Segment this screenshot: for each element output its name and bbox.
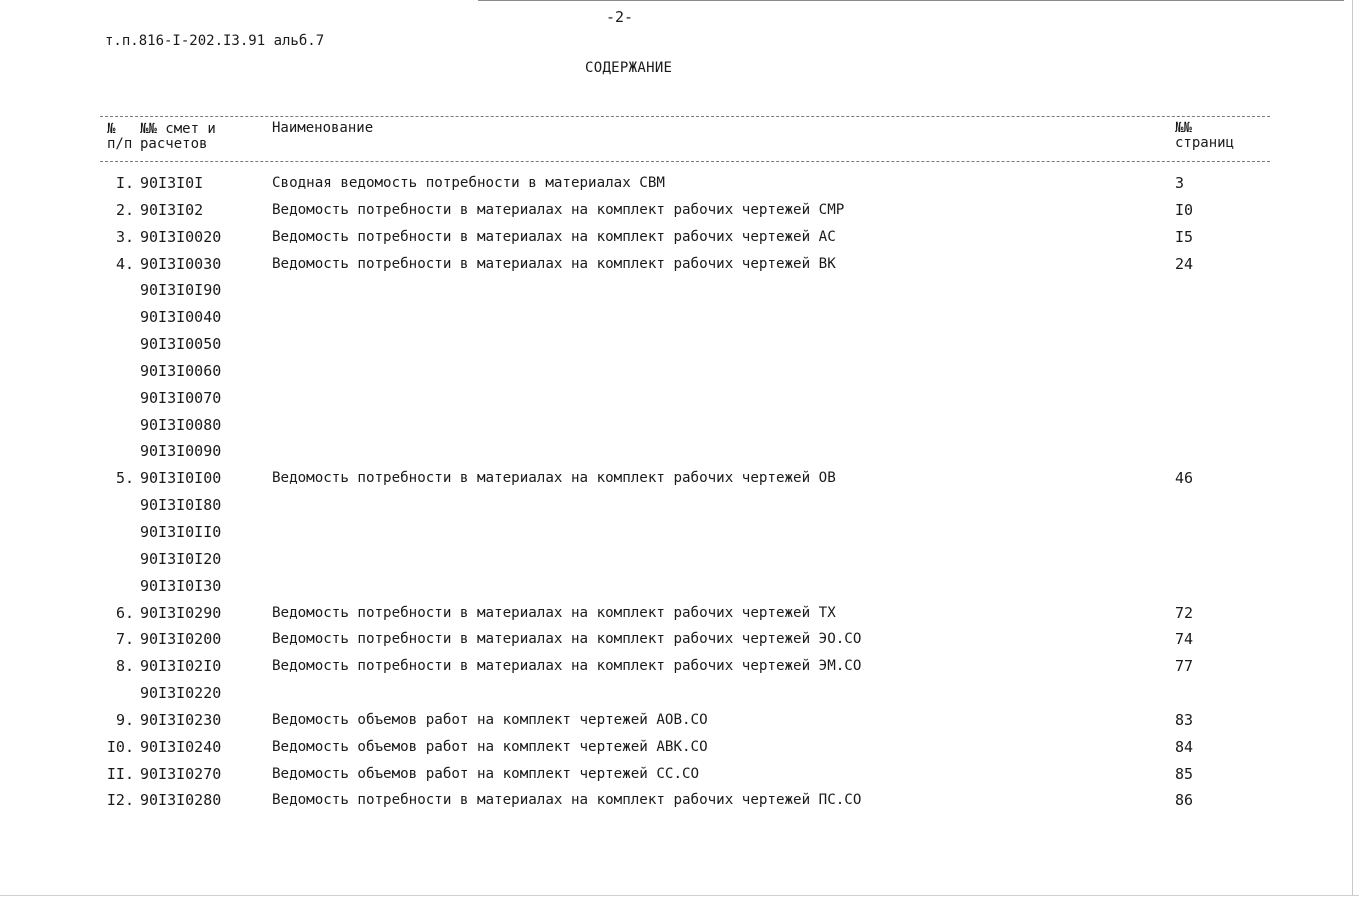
row-page: 77 <box>1175 657 1194 676</box>
row-estimate-code: 90I3I0270 <box>140 764 222 783</box>
row-page: 24 <box>1175 254 1194 273</box>
row-estimate-code: 90I3I0I30 <box>140 576 222 595</box>
row-name: Ведомость объемов работ на комплект чертежей АВК.СО <box>272 738 708 755</box>
page-bottom-border <box>0 895 1359 896</box>
table-row <box>0 653 1359 680</box>
row-estimate-code: 90I3I0060 <box>140 361 222 380</box>
row-estimate-code: 90I3I0I <box>140 174 204 192</box>
row-page: 74 <box>1175 630 1194 649</box>
row-estimate-code: 90I3I0I90 <box>140 281 222 300</box>
page-number: -2- <box>606 8 634 26</box>
row-estimate-code: 90I3I0080 <box>140 415 222 434</box>
row-name: Ведомость потребности в материалах на комплект рабочих чертежей ЭМ.СО <box>272 658 862 675</box>
table-row <box>0 707 1359 734</box>
row-name: Сводная ведомость потребности в материалах СВМ <box>272 175 665 191</box>
row-number: I. <box>115 174 134 192</box>
row-estimate-code: 90I3I0240 <box>140 737 222 756</box>
row-name: Ведомость объемов работ на комплект чертежей СС.СО <box>272 765 700 782</box>
row-number: 6. <box>115 603 134 622</box>
table-header-top-rule <box>100 116 1270 117</box>
table-row <box>0 331 1359 358</box>
row-name: Ведомость потребности в материалах на комплект рабочих чертежей СМР <box>272 201 845 218</box>
table-row <box>0 385 1359 412</box>
row-estimate-code: 90I3I0050 <box>140 335 222 354</box>
table-row <box>0 358 1359 385</box>
table-row <box>0 197 1359 224</box>
row-number: 3. <box>115 227 134 246</box>
row-estimate-code: 90I3I02 <box>140 200 204 219</box>
table-row <box>0 277 1359 304</box>
row-estimate-code: 90I3I0II0 <box>140 522 222 541</box>
row-number: 2. <box>115 200 134 219</box>
row-estimate-code: 90I3I0I80 <box>140 496 222 515</box>
table-row <box>0 492 1359 519</box>
table-row <box>0 465 1359 492</box>
row-number: I2. <box>106 791 134 810</box>
row-page: 3 <box>1175 174 1185 192</box>
table-row <box>0 626 1359 653</box>
row-page: 83 <box>1175 710 1194 729</box>
row-page: 84 <box>1175 737 1194 756</box>
table-row <box>0 573 1359 600</box>
header-name: Наименование <box>272 120 374 136</box>
row-estimate-code: 90I3I0230 <box>140 710 222 729</box>
table-row <box>0 170 1359 197</box>
row-page: 86 <box>1175 791 1194 810</box>
row-name: Ведомость объемов работ на комплект чертежей АОВ.СО <box>272 711 708 728</box>
table-row <box>0 224 1359 251</box>
row-number: I0. <box>106 737 134 756</box>
row-name: Ведомость потребности в материалах на комплект рабочих чертежей ПС.СО <box>272 792 862 809</box>
table-row <box>0 438 1359 465</box>
header-pages: №№ страниц <box>1175 120 1235 151</box>
table-row <box>0 251 1359 278</box>
row-estimate-code: 90I3I0040 <box>140 308 222 327</box>
row-name: Ведомость потребности в материалах на комплект рабочих чертежей ТХ <box>272 604 836 621</box>
document-code: т.п.816-I-202.I3.91 альб.7 <box>105 33 325 49</box>
table-row <box>0 734 1359 761</box>
row-number: II. <box>106 764 134 783</box>
header-estimate-codes: №№ смет и расчетов <box>140 121 216 152</box>
table-row <box>0 761 1359 788</box>
table-row <box>0 519 1359 546</box>
table-row <box>0 680 1359 707</box>
row-estimate-code: 90I3I0200 <box>140 630 222 649</box>
row-name: Ведомость потребности в материалах на комплект рабочих чертежей ОВ <box>272 470 836 487</box>
row-page: 72 <box>1175 603 1194 622</box>
row-number: 7. <box>115 630 134 649</box>
row-estimate-code: 90I3I0I00 <box>140 469 222 488</box>
table-row <box>0 546 1359 573</box>
row-estimate-code: 90I3I02I0 <box>140 657 222 676</box>
row-number: 9. <box>115 710 134 729</box>
row-page: I5 <box>1175 227 1194 246</box>
table-row <box>0 412 1359 439</box>
table-header-bottom-rule <box>100 161 1270 162</box>
document-title: СОДЕРЖАНИЕ <box>585 60 673 76</box>
row-number: 4. <box>115 254 134 273</box>
row-estimate-code: 90I3I0280 <box>140 791 222 810</box>
contents-table <box>0 170 1359 814</box>
row-page: 85 <box>1175 764 1194 783</box>
row-number: 8. <box>115 657 134 676</box>
row-number: 5. <box>115 469 134 488</box>
table-row <box>0 304 1359 331</box>
row-estimate-code: 90I3I0020 <box>140 227 222 246</box>
row-name: Ведомость потребности в материалах на комплект рабочих чертежей АС <box>272 228 836 245</box>
row-name: Ведомость потребности в материалах на комплект рабочих чертежей ВК <box>272 255 836 272</box>
row-name: Ведомость потребности в материалах на комплект рабочих чертежей ЭО.СО <box>272 631 862 648</box>
header-number: № п/п <box>107 121 133 152</box>
row-estimate-code: 90I3I0290 <box>140 603 222 622</box>
row-estimate-code: 90I3I0070 <box>140 388 222 407</box>
page-top-border <box>478 0 1344 1</box>
row-estimate-code: 90I3I0220 <box>140 684 222 703</box>
row-estimate-code: 90I3I0090 <box>140 442 222 461</box>
table-row <box>0 600 1359 627</box>
table-row <box>0 787 1359 814</box>
row-page: I0 <box>1175 200 1194 219</box>
row-estimate-code: 90I3I0I20 <box>140 549 222 568</box>
row-estimate-code: 90I3I0030 <box>140 254 222 273</box>
row-page: 46 <box>1175 469 1194 488</box>
